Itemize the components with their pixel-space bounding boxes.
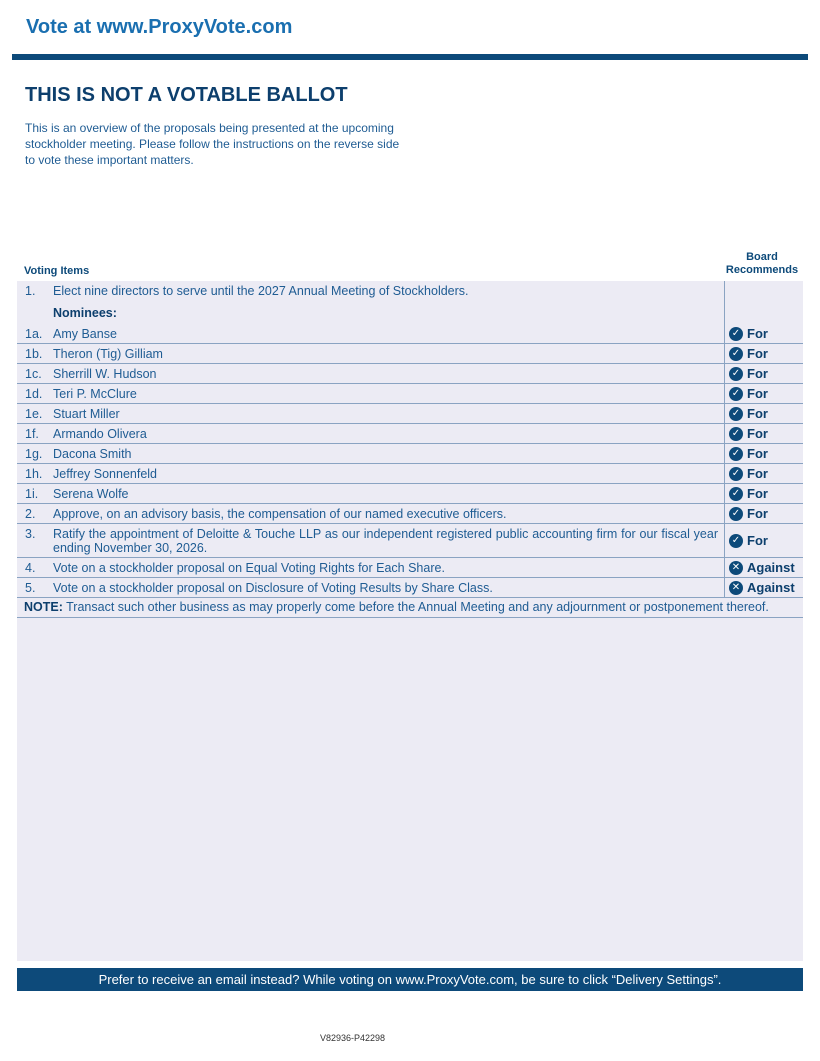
recommendation-cell	[724, 524, 803, 557]
proposal-1-row	[17, 281, 803, 324]
table-row	[17, 444, 803, 464]
item-number: 1h.	[25, 467, 43, 481]
recommendation-cell	[724, 404, 803, 423]
recommendation-label: For	[747, 346, 768, 361]
board-line1: Board	[746, 251, 778, 263]
recommendation-label: For	[747, 366, 768, 381]
table-row	[17, 558, 803, 578]
recommendation-cell	[724, 384, 803, 403]
item-text: Amy Banse	[53, 327, 117, 341]
item-number: 5.	[25, 581, 36, 595]
nominees-label: Nominees:	[53, 306, 117, 320]
proposal-number: 1.	[25, 284, 36, 298]
table-row	[17, 364, 803, 384]
check-icon: ✓	[729, 487, 743, 501]
item-number: 1d.	[25, 387, 43, 401]
board-recommends-header	[722, 251, 802, 277]
table-row	[17, 404, 803, 424]
x-icon: ✕	[729, 561, 743, 575]
check-icon: ✓	[729, 507, 743, 521]
item-text: Vote on a stockholder proposal on Disclosure of Voting Results by Share Class.	[53, 581, 493, 595]
check-icon: ✓	[729, 347, 743, 361]
recommendation-label: For	[747, 406, 768, 421]
table-row	[17, 524, 803, 558]
item-number: 1b.	[25, 347, 43, 361]
table-row	[17, 384, 803, 404]
document-code: V82936-P42298	[320, 1033, 386, 1043]
item-number: 1i.	[25, 487, 39, 501]
recommendation-label: For	[747, 446, 768, 461]
table-row	[17, 424, 803, 444]
intro-text: This is an overview of the proposals being presented at the upcoming stockholder meeting. Please follow the instructions on the reverse side to vote these important matters.	[25, 121, 400, 167]
table-row	[17, 344, 803, 364]
item-text: Stuart Miller	[53, 407, 120, 421]
check-icon: ✓	[729, 467, 743, 481]
table-header	[17, 248, 803, 281]
voting-items-header: Voting Items	[24, 265, 90, 277]
item-number: 1g.	[25, 447, 43, 461]
item-number: 1a.	[25, 327, 43, 341]
item-number: 4.	[25, 561, 36, 575]
item-text: Armando Olivera	[53, 427, 147, 441]
recommendation-label: For	[747, 533, 768, 548]
recommendation-cell	[724, 424, 803, 443]
item-number: 2.	[25, 507, 36, 521]
item-text: Teri P. McClure	[53, 387, 137, 401]
note-label: NOTE:	[24, 600, 63, 614]
item-text: Approve, on an advisory basis, the compensation of our named executive officers.	[53, 507, 507, 521]
check-icon: ✓	[729, 427, 743, 441]
item-text: Ratify the appointment of Deloitte & Touche LLP as our independent registered public accounting firm for our fiscal year ending November 30, 2026.	[53, 527, 718, 555]
recommendation-label: For	[747, 326, 768, 341]
footer-banner: Prefer to receive an email instead? While voting on www.ProxyVote.com, be sure to click “Delivery Settings”.	[17, 968, 803, 991]
recommendation-cell	[724, 464, 803, 483]
page-title: THIS IS NOT A VOTABLE BALLOT	[25, 84, 348, 106]
recommendation-cell	[724, 484, 803, 503]
recommendation-cell	[724, 281, 803, 324]
check-icon: ✓	[729, 387, 743, 401]
note-text: Transact such other business as may properly come before the Annual Meeting and any adjournment or postponement thereof.	[66, 600, 769, 614]
table-row	[17, 504, 803, 524]
board-line2: Recommends	[725, 264, 799, 276]
check-icon: ✓	[729, 407, 743, 421]
check-icon: ✓	[729, 327, 743, 341]
check-icon: ✓	[729, 367, 743, 381]
item-number: 3.	[25, 527, 36, 541]
recommendation-label: For	[747, 506, 768, 521]
recommendation-cell	[724, 558, 803, 577]
item-text: Dacona Smith	[53, 447, 132, 461]
table-row	[17, 578, 803, 598]
recommendation-cell	[724, 504, 803, 523]
table-row	[17, 484, 803, 504]
recommendation-label: For	[747, 426, 768, 441]
recommendation-label: For	[747, 466, 768, 481]
recommendation-cell	[724, 444, 803, 463]
check-icon: ✓	[729, 447, 743, 461]
item-number: 1f.	[25, 427, 39, 441]
item-rows	[17, 324, 803, 598]
recommendation-cell	[724, 324, 803, 343]
check-icon: ✓	[729, 534, 743, 548]
proposal-text: Elect nine directors to serve until the 2027 Annual Meeting of Stockholders.	[53, 284, 469, 298]
table-row	[17, 324, 803, 344]
recommendation-cell	[724, 364, 803, 383]
item-text: Serena Wolfe	[53, 487, 129, 501]
table-row	[17, 464, 803, 484]
recommendation-cell	[724, 578, 803, 597]
item-text: Theron (Tig) Gilliam	[53, 347, 163, 361]
header-rule	[12, 54, 808, 60]
recommendation-label: Against	[747, 580, 795, 595]
recommendation-label: For	[747, 486, 768, 501]
recommendation-label: For	[747, 386, 768, 401]
x-icon: ✕	[729, 581, 743, 595]
recommendation-label: Against	[747, 560, 795, 575]
item-text: Vote on a stockholder proposal on Equal Voting Rights for Each Share.	[53, 561, 445, 575]
item-number: 1c.	[25, 367, 42, 381]
item-text: Sherrill W. Hudson	[53, 367, 157, 381]
note-row	[17, 598, 803, 618]
item-number: 1e.	[25, 407, 43, 421]
item-text: Jeffrey Sonnenfeld	[53, 467, 158, 481]
recommendation-cell	[724, 344, 803, 363]
voting-items-table	[17, 281, 803, 618]
brand-link[interactable]: Vote at www.ProxyVote.com	[26, 16, 293, 38]
